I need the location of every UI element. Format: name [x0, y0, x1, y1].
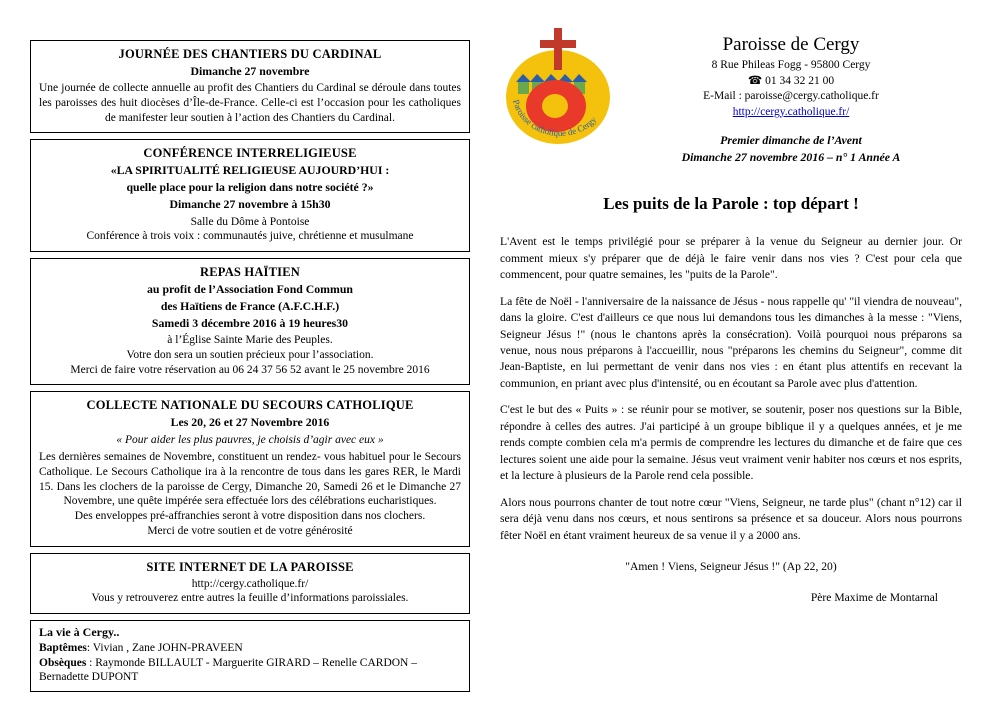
announcement-conference-interreligieuse	[30, 139, 470, 252]
announcement-secours-catholique	[30, 391, 470, 546]
baptemes-value: : Vivian , Zane JOHN-PRAVEEN	[86, 641, 243, 654]
article-paragraph: Alors nous pourrons chanter de tout notre cœur "Viens, Seigneur, ne tarde plus" (chant n°12) car il sera déjà venu dans nos cœurs, et nous sentirons sa présence et sa douceur. Alors nous pourrons fêter Noël en étant vraiment heureux de sa venue il y a 2000 ans.	[500, 495, 962, 542]
announcement-subtitle: Dimanche 27 novembre	[190, 64, 310, 78]
masthead	[500, 28, 962, 166]
announcement-line-4: à l’Église Sainte Marie des Peuples.	[167, 334, 333, 347]
announcement-title: REPAS HAÏTIEN	[200, 264, 300, 279]
announcement-body: Les dernières semaines de Novembre, constituent un rendez- vous habituel pour le Secours Catholique. Le Secours Catholique ira à la rencontre de tous dans les gares RER, le Mardi 15. Dans les clochers de la paroisse de Cergy, Dimanche 20, Samedi 26 et le Dimanche 27 Novembre, une quête impérée sera effectuée lors des célébrations eucharistiques.	[39, 451, 461, 508]
right-column	[500, 28, 962, 604]
obseques-row	[39, 656, 461, 686]
announcement-chantiers-cardinal	[30, 40, 470, 133]
article-paragraph: C'est le but des « Puits » : se réunir pour se motiver, se soutenir, poser nos questions sur la Bible, répondre à celles des autres. J'ai participé à un groupe biblique il y a quelques années, et je me rends compte combien cela m'a permis de comprendre les lectures du dimanche et de faire que ces lectures soient une aide pour la semaine. Jésus veut vraiment venir habiter nos cœurs et nos esprits, et la lecture à plusieurs de la Parole rend cela possible.	[500, 403, 962, 483]
announcement-repas-haitien	[30, 258, 470, 385]
parish-life-heading: La vie à Cergy..	[39, 624, 120, 639]
parish-email: E-Mail : paroisse@cergy.catholique.fr	[703, 90, 879, 103]
parish-life-box	[30, 620, 470, 692]
article-title: Les puits de la Parole : top départ !	[603, 194, 859, 214]
announcement-line-2: quelle place pour la religion dans notre société ?»	[126, 180, 374, 195]
parish-website-link[interactable]: http://cergy.catholique.fr/	[732, 105, 850, 118]
article-body	[500, 234, 962, 544]
announcement-title: CONFÉRENCE INTERRELIGIEUSE	[143, 146, 357, 161]
announcement-line-5: Conférence à trois voix : communautés juive, chrétienne et musulmane	[86, 230, 414, 243]
baptemes-row	[39, 641, 461, 656]
parish-address: 8 Rue Phileas Fogg - 95800 Cergy	[711, 59, 871, 71]
parish-phone: ☎ 01 34 32 21 00	[747, 74, 835, 87]
article-paragraph: L'Avent est le temps privilégié pour se préparer à la venue du Seigneur au dernier jour. Or comment mieux s'y préparer que de déjà le faire venir dans nos vies ? C'est pour cela que commencent, pour quatre semaines, les "puits de la Parole".	[500, 235, 962, 282]
parish-logo-icon	[500, 28, 620, 146]
announcement-line-4: Salle du Dôme à Pontoise	[190, 215, 310, 228]
announcement-line-5: Votre don sera un soutien précieux pour l’association.	[126, 348, 374, 361]
baptemes-label: Baptêmes	[39, 641, 87, 654]
parish-website-url[interactable]: http://cergy.catholique.fr/	[191, 577, 309, 590]
obseques-value: : Raymonde BILLAULT - Marguerite GIRARD – Renelle CARDON – Bernadette DUPONT	[39, 656, 417, 684]
article-quote: "Amen ! Viens, Seigneur Jésus !" (Ap 22, 20)	[625, 559, 837, 573]
article-paragraph: La fête de Noël - l'anniversaire de la naissance de Jésus - nous rappelle qu' "il viendra de nouveau", dans la gloire. C'est d'ailleurs ce que nous lui demandons tous les dimanches à la messe : "Viens, Seigneur Jésus !" (nous le chantons après la consécration). Voilà pourquoi nous préparons sa venue, nous nous préparons à l'accueillir, nous "préparons les chemins du Seigneur", comme dit Jean-Baptiste, en lui permettant de venir dans nos vies : en étant plus attentifs en recevant la communion, en priant avec plus d'intensité, ou en écoutant sa Parole avec plus d'attention.	[500, 294, 962, 390]
announcement-quote: « Pour aider les plus pauvres, je choisis d’agir avec eux »	[116, 433, 384, 446]
announcement-title: JOURNÉE DES CHANTIERS DU CARDINAL	[118, 47, 382, 61]
announcement-line-1: «LA SPIRITUALITÉ RELIGIEUSE AUJOURD’HUI :	[110, 163, 390, 178]
logo-arc-text-label: Paroisse catholique de Cergy	[510, 98, 599, 139]
announcement-line-2: des Haïtiens de France (A.F.C.H.F.)	[160, 299, 340, 314]
article-signature: Père Maxime de Montarnal	[810, 590, 938, 604]
svg-text:Paroisse catholique de Cergy	[511, 98, 599, 138]
season-line-1: Premier dimanche de l’Avent	[720, 133, 862, 148]
announcement-site-internet	[30, 553, 470, 614]
announcement-line-b: Merci de votre soutien et de votre générosité	[147, 524, 353, 537]
parish-name: Paroisse de Cergy	[722, 34, 860, 55]
announcement-line-a: Des enveloppes pré-affranchies seront à votre disposition dans nos clochers.	[74, 510, 426, 523]
announcement-line-3: Samedi 3 décembre 2016 à 19 heures30	[151, 316, 349, 331]
left-column	[30, 40, 470, 698]
masthead-text	[620, 28, 962, 166]
announcement-body: Vous y retrouverez entre autres la feuille d’informations paroissiales.	[91, 592, 409, 605]
announcement-line-3: Dimanche 27 novembre à 15h30	[169, 197, 331, 212]
announcement-line-6: Merci de faire votre réservation au 06 24 37 56 52 avant le 25 novembre 2016	[70, 363, 430, 376]
logo-arc-text	[500, 46, 620, 146]
announcement-subtitle: Les 20, 26 et 27 Novembre 2016	[170, 415, 330, 430]
season-line-2: Dimanche 27 novembre 2016 – n° 1 Année A	[681, 150, 901, 165]
announcement-title: SITE INTERNET DE LA PAROISSE	[146, 559, 354, 574]
season-info	[620, 132, 962, 166]
announcement-line-1: au profit de l’Association Fond Commun	[147, 281, 353, 296]
announcement-body: Une journée de collecte annuelle au profit des Chantiers du Cardinal se déroule dans toutes les paroisses des huit diocèses d’Île-de-France. Celle-ci est l’occasion pour les catholiques de manifester leur soutien à l’action des Chantiers du Cardinal.	[39, 82, 461, 124]
announcement-title: COLLECTE NATIONALE DU SECOURS CATHOLIQUE	[86, 398, 414, 413]
obseques-label: Obsèques	[39, 656, 87, 669]
